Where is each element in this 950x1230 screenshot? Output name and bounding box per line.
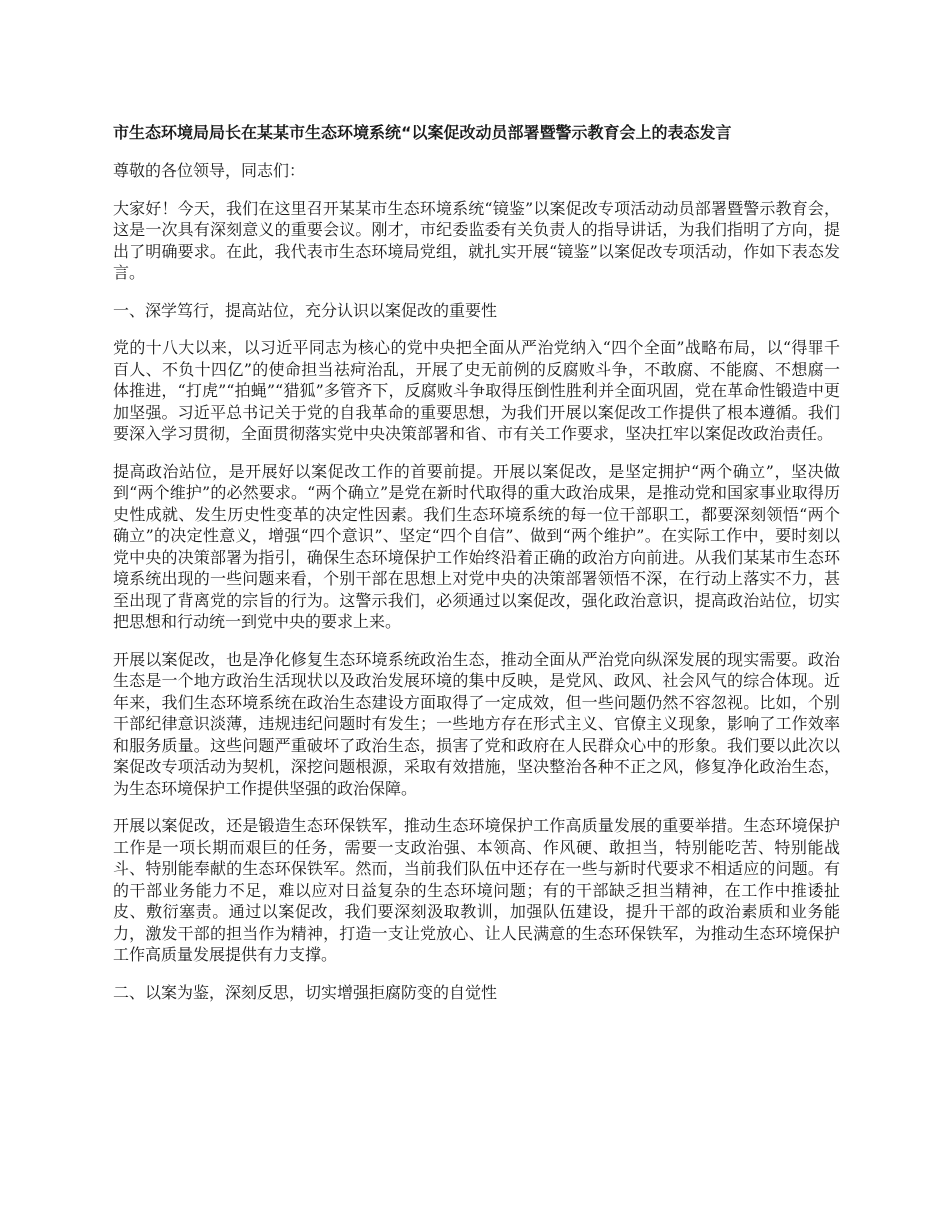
document-title: 市生态环境局局长在某某市生态环境系统“以案促改动员部署暨警示教育会上的表态发言 — [113, 123, 732, 142]
intro-paragraph: 大家好！今天，我们在这里召开某某市生态环境系统“镜鉴”以案促改专项活动动员部署暨警示教育会，这是一次具有深刻意义的重要会议。刚才，市纪委监委有关负责人的指导讲话，为我们指明了方向，提出了明确要求。在此，我代表市生态环境局党组，就扎实开展“镜鉴”以案促改专项活动，作如下表态发言。 — [113, 198, 840, 282]
section-1-heading: 一、深学笃行，提高站位，充分认识以案促改的重要性 — [113, 300, 498, 320]
section-1-paragraph-2: 提高政治站位，是开展好以案促改工作的首要前提。开展以案促改，是坚定拥护“两个确立”，坚决做到“两个维护”的必然要求。“两个确立”是党在新时代取得的重大政治成果，是推动党和国家事业取得历史性成就、发生历史性变革的决定性因素。我们生态环境系统的每一位干部职工，都要深刻领悟“两个确立”的决定性意义，增强“四个意识”、坚定“四个自信”、做到“两个维护”。在实际工作中，要时刻以党中央的决策部署为指引，确保生态环境保护工作始终沿着正确的政治方向前进。从我们某某市生态环境系统出现的一些问题来看，个别干部在思想上对党中央的决策部署领悟不深，在行动上落实不力，甚至出现了背离党的宗旨的行为。这警示我们，必须通过以案促改，强化政治意识，提高政治站位，切实把思想和行动统一到党中央的要求上来。 — [113, 461, 840, 631]
section-2-heading: 二、以案为鉴，深刻反思，切实增强拒腐防变的自觉性 — [113, 982, 498, 1002]
section-1-paragraph-4: 开展以案促改，还是锻造生态环保铁军，推动生态环境保护工作高质量发展的重要举措。生态环境保护工作是一项长期而艰巨的任务，需要一支政治强、本领高、作风硬、敢担当，特别能吃苦、特别能战斗、特别能奉献的生态环保铁军。然而，当前我们队伍中还存在一些与新时代要求不相适应的问题。有的干部业务能力不足，难以应对日益复杂的生态环境问题；有的干部缺乏担当精神，在工作中推诿扯皮、敷衍塞责。通过以案促改，我们要深刻汲取教训，加强队伍建设，提升干部的政治素质和业务能力，激发干部的担当作为精神，打造一支让党放心、让人民满意的生态环保铁军，为推动生态环境保护工作高质量发展提供有力支撑。 — [113, 816, 840, 964]
section-1-paragraph-3: 开展以案促改，也是净化修复生态环境系统政治生态，推动全面从严治党向纵深发展的现实需要。政治生态是一个地方政治生活现状以及政治发展环境的集中反映，是党风、政风、社会风气的综合体现。近年来，我们生态环境系统在政治生态建设方面取得了一定成效，但一些问题仍然不容忽视。比如，个别干部纪律意识淡薄，违规违纪问题时有发生；一些地方存在形式主义、官僚主义现象，影响了工作效率和服务质量。这些问题严重破坏了政治生态，损害了党和政府在人民群众心中的形象。我们要以此次以案促改专项活动为契机，深挖问题根源，采取有效措施，坚决整治各种不正之风，修复净化政治生态，为生态环境保护工作提供坚强的政治保障。 — [113, 649, 840, 798]
document-page — [113, 122, 840, 1019]
section-1-paragraph-1: 党的十八大以来，以习近平同志为核心的党中央把全面从严治党纳入“四个全面”战略布局，以“得罪千百人、不负十四亿”的使命担当祛疴治乱，开展了史无前例的反腐败斗争，不敢腐、不能腐、不想腐一体推进，“打虎”“拍蝇”“猎狐”多管齐下，反腐败斗争取得压倒性胜利并全面巩固，党在革命性锻造中更加坚强。习近平总书记关于党的自我革命的重要思想，为我们开展以案促改工作提供了根本遵循。我们要深入学习贯彻，全面贯彻落实党中央决策部署和省、市有关工作要求，坚决扛牢以案促改政治责任。 — [113, 338, 840, 443]
salutation: 尊敬的各位领导，同志们： — [113, 161, 306, 180]
